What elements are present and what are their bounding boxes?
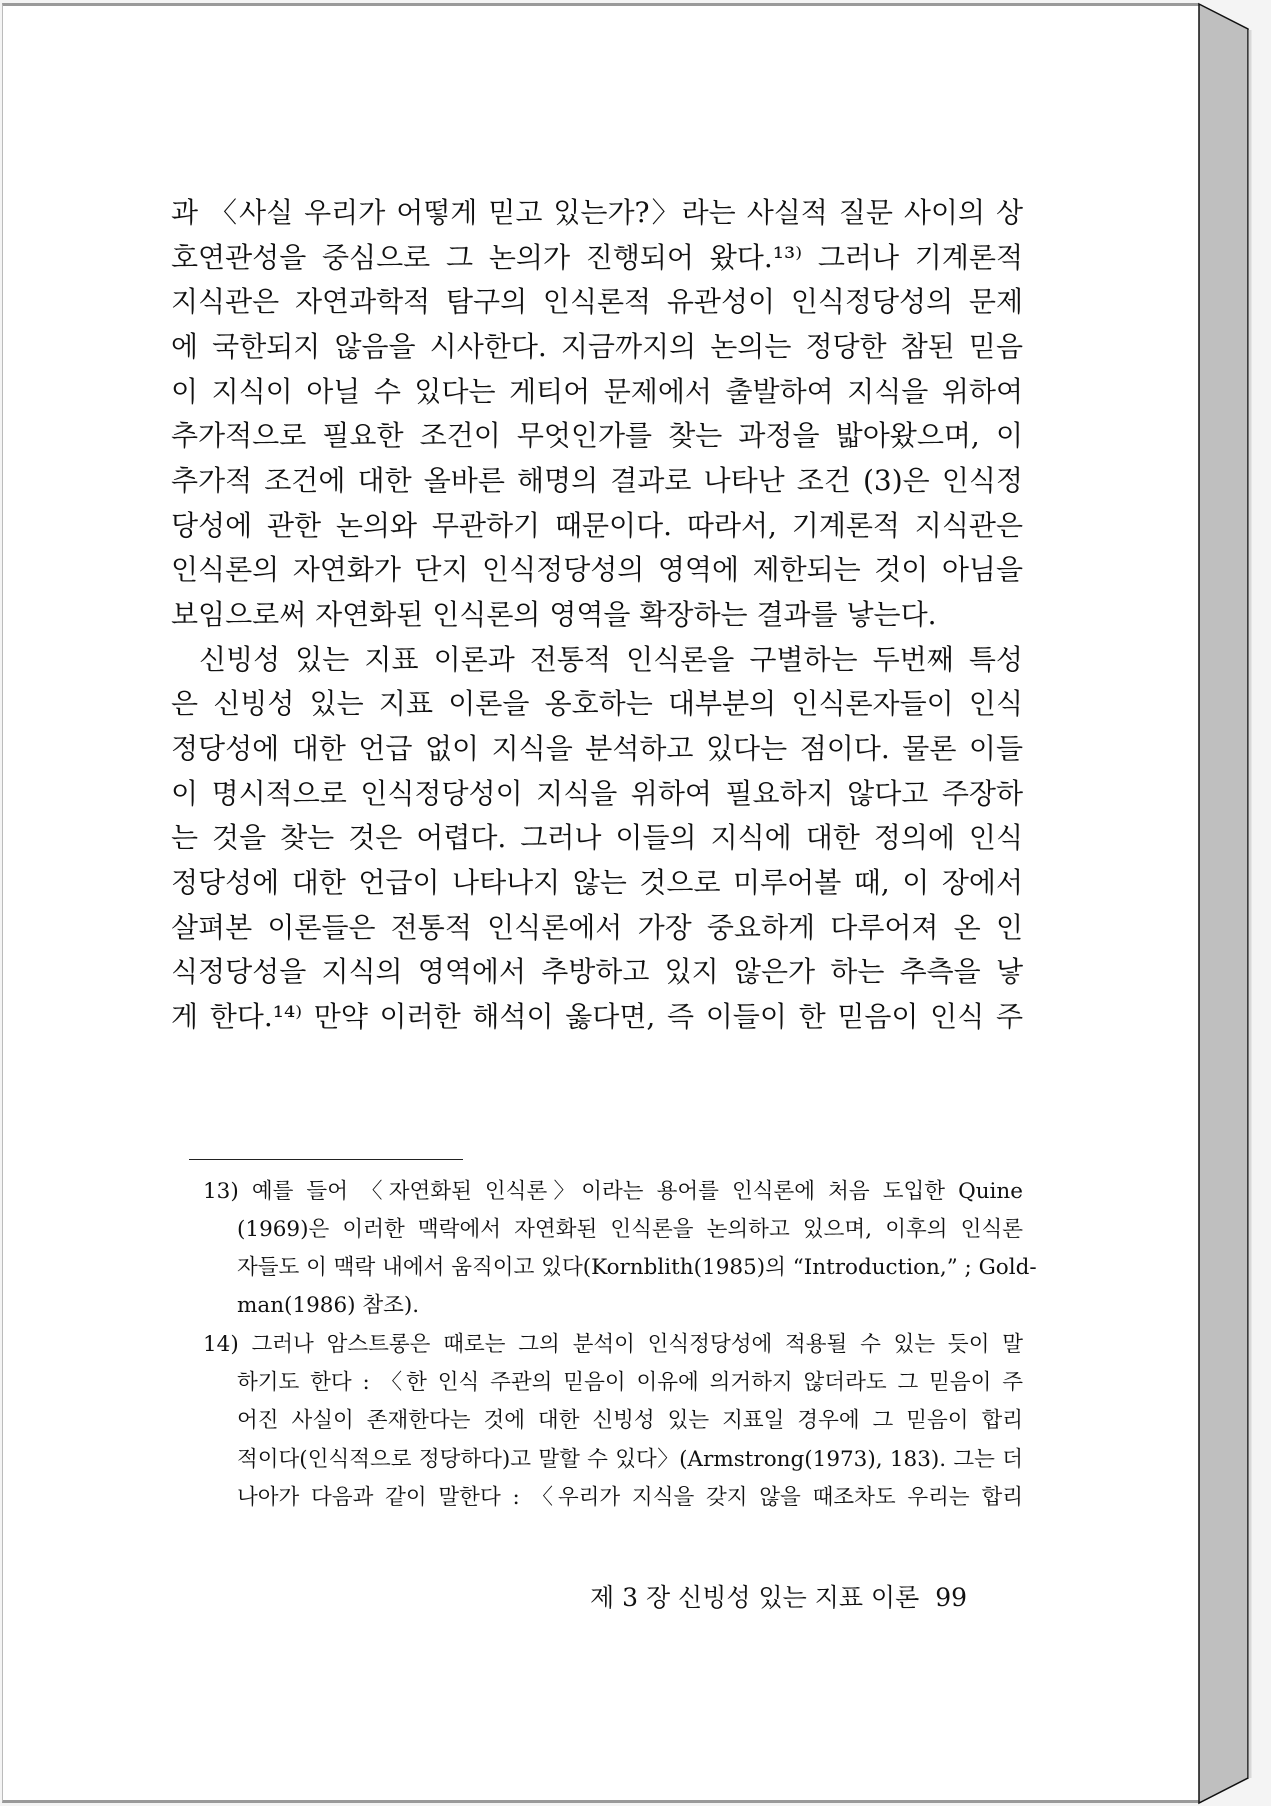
body-line: 인식론의 자연화가 단지 인식정당성의 영역에 제한되는 것이 아님을 bbox=[171, 553, 1023, 586]
body-line: 추가적 조건에 대한 올바른 해명의 결과로 나타난 조건 (3)은 인식정 bbox=[171, 464, 1023, 497]
body-line: 살펴본 이론들은 전통적 인식론에서 가장 중요하게 다루어져 온 인 bbox=[171, 911, 1023, 944]
body-line: 과 〈사실 우리가 어떻게 믿고 있는가?〉라는 사실적 질문 사이의 상 bbox=[171, 196, 1023, 229]
body-line: 정당성에 대한 언급이 나타나지 않는 것으로 미루어볼 때, 이 장에서 bbox=[171, 866, 1023, 899]
body-line: 이 명시적으로 인식정당성이 지식을 위하여 필요하지 않다고 주장하 bbox=[171, 777, 1023, 810]
body-line: 게 한다.¹⁴⁾ 만약 이러한 해석이 옳다면, 즉 이들이 한 믿음이 인식 주 bbox=[171, 1000, 1023, 1033]
body-line: 는 것을 찾는 것은 어렵다. 그러나 이들의 지식에 대한 정의에 인식 bbox=[171, 821, 1023, 854]
body-line: 보임으로써 자연화된 인식론의 영역을 확장하는 결과를 낳는다. bbox=[171, 598, 937, 631]
body-line: 추가적으로 필요한 조건이 무엇인가를 찾는 과정을 밟아왔으며, 이 bbox=[171, 419, 1023, 452]
body-line: 에 국한되지 않음을 시사한다. 지금까지의 논의는 정당한 참된 믿음 bbox=[171, 330, 1023, 363]
body-line: 식정당성을 지식의 영역에서 추방하고 있지 않은가 하는 추측을 낳 bbox=[171, 955, 1023, 988]
footnote-line: 14) 그러나 암스트롱은 때로는 그의 분석이 인식정당성에 적용될 수 있는 듯이 말 bbox=[203, 1332, 1023, 1357]
body-line: 호연관성을 중심으로 그 논의가 진행되어 왔다.¹³⁾ 그러나 기계론적 bbox=[171, 241, 1023, 274]
body-line: 은 신빙성 있는 지표 이론을 옹호하는 대부분의 인식론자들이 인식 bbox=[171, 687, 1023, 720]
footnote-line: 나아가 다음과 같이 말한다 : 〈우리가 지식을 갖지 않을 때조차도 우리는 합리 bbox=[237, 1485, 1023, 1510]
body-line: 당성에 관한 논의와 무관하기 때문이다. 따라서, 기계론적 지식관은 bbox=[171, 509, 1023, 542]
body-line: 이 지식이 아닐 수 있다는 게티어 문제에서 출발하여 지식을 위하여 bbox=[171, 375, 1023, 408]
footnote-line: man(1986) 참조). bbox=[237, 1293, 420, 1318]
footnote-line: 적이다(인식적으로 정당하다)고 말할 수 있다〉(Armstrong(1973), 183). 그는 더 bbox=[237, 1447, 1023, 1472]
page-number: 99 bbox=[935, 1583, 968, 1612]
footnote-line: 어진 사실이 존재한다는 것에 대한 신빙성 있는 지표일 경우에 그 믿음이 합리 bbox=[237, 1408, 1023, 1433]
running-head: 제 3 장 신빙성 있는 지표 이론 bbox=[590, 1583, 920, 1612]
body-line: 정당성에 대한 언급 없이 지식을 분석하고 있다는 점이다. 물론 이들 bbox=[171, 732, 1023, 765]
footnote-line: 하기도 한다 : 〈한 인식 주관의 믿음이 이유에 의거하지 않더라도 그 믿음이 주 bbox=[237, 1370, 1023, 1395]
spine-face bbox=[1199, 4, 1248, 1803]
body-line: 신빙성 있는 지표 이론과 전통적 인식론을 구별하는 두번째 특성 bbox=[199, 643, 1023, 676]
footnote-line: 13) 예를 들어 〈자연화된 인식론〉이라는 용어를 인식론에 처음 도입한 Quine bbox=[203, 1179, 1023, 1204]
body-line: 지식관은 자연과학적 탐구의 인식론적 유관성이 인식정당성의 문제 bbox=[171, 285, 1023, 318]
footnote-line: 자들도 이 맥락 내에서 움직이고 있다(Kornblith(1985)의 “Introduction,” ; Gold- bbox=[237, 1255, 1037, 1280]
footnote-line: (1969)은 이러한 맥락에서 자연화된 인식론을 논의하고 있으며, 이후의 인식론 bbox=[237, 1217, 1023, 1242]
